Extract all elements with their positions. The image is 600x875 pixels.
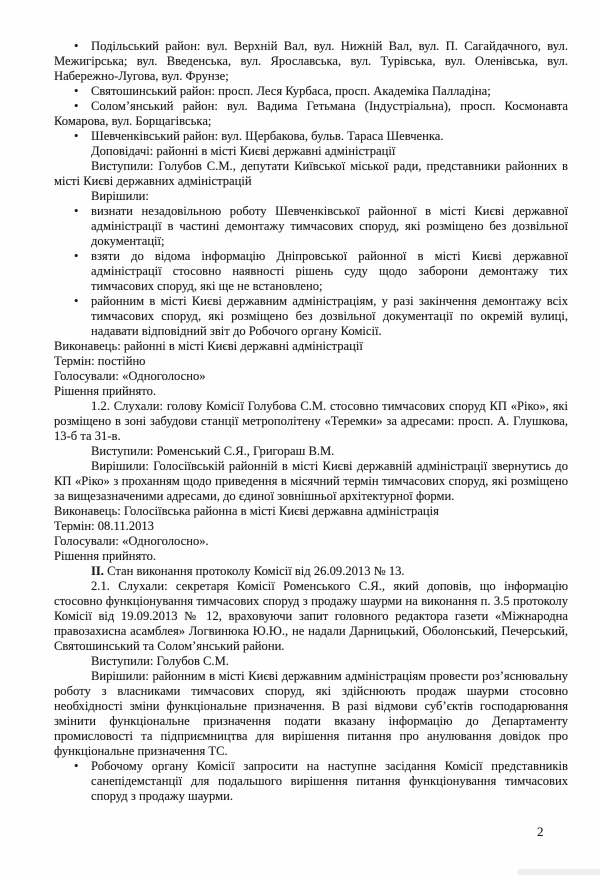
- scan-artifact: [518, 869, 600, 875]
- section-number: II.: [91, 564, 104, 578]
- bullet-icon: •: [74, 294, 79, 308]
- decision-status-line: Рішення прийнято.: [54, 549, 157, 563]
- bullet-icon: •: [74, 99, 79, 113]
- term-line: Термін: постійно: [54, 354, 146, 368]
- district-list-item: [54, 84, 568, 99]
- vote-line: Голосували: «Одноголосно»: [54, 369, 206, 383]
- decision-list-item: [54, 249, 568, 294]
- decided-line: Вирішили: Голосіївській районній в місті Києві державній адміністрації звернутись до КП «Ріко» з проханням щодо приведення в місячний термін тимчасових споруд, які розміщено за вищезазначеними адресами, до єдиної зовнішньої архітектурної форми.: [54, 459, 568, 503]
- item-2-1-heard: 2.1. Слухали: секретаря Комісії Роменського С.Я., який доповів, що інформацію стосовно функціонування тимчасових споруд з продажу шаурми на виконання п. 3.5 протоколу Комісії від 19.09.2013 № 12, враховуючи запит головного редактора газети «Міжнародна правозахисна асамблея» Логвинюка Ю.Ю., не надали Дарницький, Оболонський, Печерський, Святошинський та Солом’янський райони.: [54, 579, 568, 653]
- spoke-line: Виступили: Роменський С.Я., Григораш В.М.: [91, 444, 335, 458]
- decision-list-item-text: Робочому органу Комісії запросити на наступне засідання Комісії представників санепідемстанції для подальшого вирішення питання функціонування тимчасових споруд з продажу шаурми.: [91, 759, 568, 803]
- spoke-line: Виступили: Голубов С.М.: [91, 654, 229, 668]
- decision-list-item-text: визнати незадовільною роботу Шевченківської районної в місті Києві державної адміністрації в частині демонтажу тимчасових споруд, які розміщено без дозвільної документації;: [91, 204, 568, 248]
- speakers-line: Доповідачі: районні в місті Києві державні адміністрації: [91, 144, 396, 158]
- decision-list-item-text: взяти до відома інформацію Дніпровської районної в місті Києві державної адміністрації стосовно наявності рішень суду щодо заборони демонтажу тих тимчасових споруд, які ще не встановлено;: [91, 249, 568, 293]
- bullet-icon: •: [74, 759, 79, 773]
- spoke-line: Виступили: Голубов С.М., депутати Київської міської ради, представники районних в місті Києві державних адміністрацій: [54, 159, 568, 188]
- executor-line: Виконавець: районні в місті Києві державні адміністрації: [54, 339, 363, 353]
- bullet-icon: •: [74, 129, 79, 143]
- decision-list-item: [54, 759, 568, 804]
- page-number: 2: [537, 824, 544, 839]
- district-list-item-text: Солом’янський район: вул. Вадима Гетьмана (Індустріальна), просп. Космонавта Комарова, вул. Борщагівська;: [54, 99, 568, 128]
- decision-list-item: [54, 294, 568, 339]
- district-list-item: [54, 39, 568, 84]
- district-list-item-text: Подільський район: вул. Верхній Вал, вул. Нижній Вал, вул. П. Сагайдачного, вул. Межигірська; вул. Введенська, вул. Ярославська, вул. Турівська, вул. Оленівська, вул. Набережно-Лугова, вул. Фрунзе;: [54, 39, 568, 83]
- document-body: [54, 39, 568, 804]
- bullet-icon: •: [74, 204, 79, 218]
- district-list-item: [54, 129, 568, 144]
- term-line: Термін: 08.11.2013: [54, 519, 154, 533]
- district-list-item-text: Святошинський район: просп. Леся Курбаса, просп. Академіка Палладіна;: [91, 84, 491, 98]
- district-list-item-text: Шевченківський район: вул. Щербакова, бульв. Тараса Шевченка.: [91, 129, 444, 143]
- decision-list-item: [54, 204, 568, 249]
- section-heading-text: Стан виконання протоколу Комісії від 26.09.2013 № 13.: [103, 564, 405, 578]
- district-list-item: [54, 99, 568, 129]
- bullet-icon: •: [74, 39, 79, 53]
- bullet-icon: •: [74, 249, 79, 263]
- executor-line: Виконавець: Голосіївська районна в місті Києві державна адміністрація: [54, 504, 439, 518]
- bullet-icon: •: [74, 84, 79, 98]
- decided-label: Вирішили:: [91, 189, 149, 203]
- item-1-2-heard: 1.2. Слухали: голову Комісії Голубова С.М. стосовно тимчасових споруд КП «Ріко», які розміщено в зоні забудови станції метрополітену «Теремки» за адресами: просп. А. Глушкова, 13-б та 31-в.: [54, 399, 568, 443]
- decision-status-line: Рішення прийнято.: [54, 384, 157, 398]
- vote-line: Голосували: «Одноголосно».: [54, 534, 209, 548]
- decided-line: Вирішили: районним в місті Києві державним адміністраціям провести роз’яснювальну роботу з власниками тимчасових споруд, які здійснюють продаж шаурми стосовно необхідності зміни функціональне призначення. В разі відмови суб’єктів господарювання змінити функціональне призначення подати вказану інформацію до Департаменту промисловості та підприємництва для вирішення питання про анулювання довідок про функціональне призначення ТС.: [54, 669, 568, 758]
- decision-list-item-text: районним в місті Києві державним адміністраціям, у разі закінчення демонтажу всіх тимчасових споруд, які розміщено без дозвільної документації по окремій вулиці, надавати відповідний звіт до Робочого органу Комісії.: [91, 294, 568, 338]
- section-heading: [54, 564, 568, 579]
